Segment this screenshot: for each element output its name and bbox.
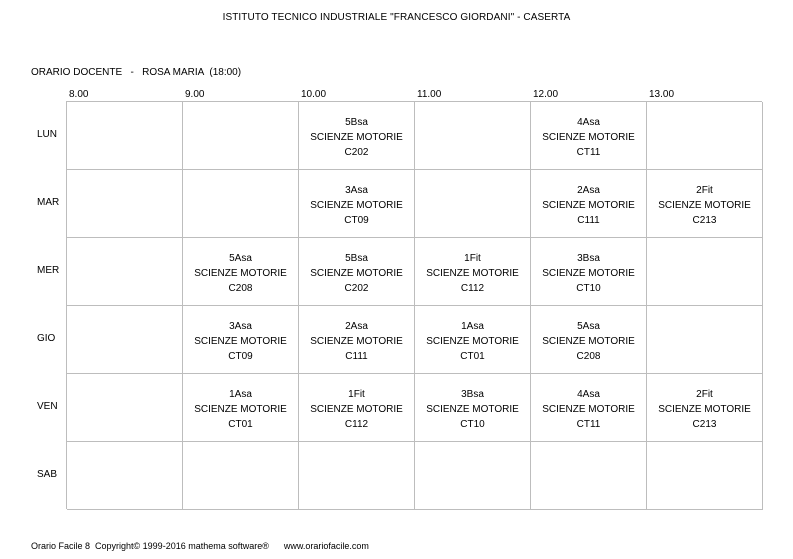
lesson-cell — [299, 170, 415, 238]
lesson-cell — [531, 170, 647, 238]
lesson-room: CT10 — [576, 283, 601, 294]
empty-cell — [647, 102, 763, 170]
lesson-class: 4Asa — [577, 117, 600, 128]
empty-cell — [531, 442, 647, 510]
footer-copyright: Orario Facile 8 Copyright© 1999-2016 mathema software® www.orariofacile.com — [31, 541, 369, 551]
timetable-grid — [66, 101, 762, 509]
lesson-subject: SCIENZE MOTORIE — [542, 268, 635, 279]
lesson-cell — [299, 306, 415, 374]
empty-cell — [67, 442, 183, 510]
lesson-cell — [415, 238, 531, 306]
time-label: 13.00 — [649, 89, 675, 100]
time-label: 9.00 — [185, 89, 205, 100]
lesson-class: 5Asa — [229, 253, 252, 264]
day-labels — [30, 101, 66, 509]
lesson-cell — [183, 238, 299, 306]
lesson-subject: SCIENZE MOTORIE — [310, 200, 403, 211]
day-label: MAR — [37, 197, 60, 208]
lesson-class: 1Asa — [461, 321, 484, 332]
lesson-subject: SCIENZE MOTORIE — [542, 404, 635, 415]
lesson-subject: SCIENZE MOTORIE — [426, 268, 519, 279]
empty-cell — [647, 306, 763, 374]
lesson-class: 2Fit — [696, 389, 713, 400]
lesson-subject: SCIENZE MOTORIE — [426, 336, 519, 347]
lesson-subject: SCIENZE MOTORIE — [542, 200, 635, 211]
time-header — [66, 89, 762, 101]
lesson-class: 5Bsa — [345, 253, 368, 264]
time-label: 8.00 — [69, 89, 89, 100]
empty-cell — [183, 170, 299, 238]
empty-cell — [183, 102, 299, 170]
lesson-room: C208 — [576, 351, 601, 362]
lesson-subject: SCIENZE MOTORIE — [310, 404, 403, 415]
lesson-room: C213 — [692, 419, 717, 430]
lesson-class: 5Bsa — [345, 117, 368, 128]
lesson-class: 5Asa — [577, 321, 600, 332]
lesson-room: C213 — [692, 215, 717, 226]
lesson-cell — [531, 306, 647, 374]
empty-cell — [67, 170, 183, 238]
lesson-subject: SCIENZE MOTORIE — [310, 268, 403, 279]
lesson-room: CT09 — [344, 215, 369, 226]
lesson-room: CT10 — [460, 419, 485, 430]
empty-cell — [67, 306, 183, 374]
lesson-class: 1Fit — [348, 389, 365, 400]
time-label: 10.00 — [301, 89, 327, 100]
time-label: 12.00 — [533, 89, 559, 100]
lesson-subject: SCIENZE MOTORIE — [658, 200, 751, 211]
lesson-cell — [183, 374, 299, 442]
lesson-room: CT01 — [228, 419, 253, 430]
lesson-class: 2Fit — [696, 185, 713, 196]
lesson-class: 4Asa — [577, 389, 600, 400]
lesson-subject: SCIENZE MOTORIE — [310, 132, 403, 143]
empty-cell — [415, 442, 531, 510]
time-label: 11.00 — [417, 89, 442, 100]
lesson-class: 3Asa — [229, 321, 252, 332]
empty-cell — [647, 238, 763, 306]
lesson-room: C111 — [577, 215, 600, 226]
lesson-cell — [415, 374, 531, 442]
lesson-cell — [531, 102, 647, 170]
lesson-room: C111 — [345, 351, 368, 362]
lesson-class: 3Bsa — [577, 253, 600, 264]
lesson-class: 1Asa — [229, 389, 252, 400]
lesson-class: 2Asa — [345, 321, 368, 332]
lesson-class: 3Asa — [345, 185, 368, 196]
empty-cell — [415, 102, 531, 170]
lesson-room: C112 — [344, 419, 369, 430]
lesson-subject: SCIENZE MOTORIE — [426, 404, 519, 415]
school-title: ISTITUTO TECNICO INDUSTRIALE "FRANCESCO GIORDANI" - CASERTA — [222, 12, 571, 23]
lesson-class: 3Bsa — [461, 389, 484, 400]
lesson-room: C112 — [460, 283, 485, 294]
lesson-cell — [183, 306, 299, 374]
lesson-cell — [415, 306, 531, 374]
day-label: MER — [37, 265, 60, 276]
empty-cell — [647, 442, 763, 510]
empty-cell — [183, 442, 299, 510]
empty-cell — [67, 102, 183, 170]
lesson-room: CT11 — [576, 419, 601, 430]
lesson-room: CT09 — [228, 351, 253, 362]
day-label: SAB — [37, 469, 58, 480]
teacher-schedule-title: ORARIO DOCENTE - ROSA MARIA (18:00) — [31, 67, 242, 78]
lesson-class: 1Fit — [464, 253, 481, 264]
lesson-class: 2Asa — [577, 185, 600, 196]
lesson-subject: SCIENZE MOTORIE — [194, 336, 287, 347]
lesson-subject: SCIENZE MOTORIE — [542, 336, 635, 347]
lesson-cell — [299, 374, 415, 442]
day-label: LUN — [37, 129, 58, 140]
empty-cell — [67, 374, 183, 442]
lesson-room: CT01 — [460, 351, 485, 362]
lesson-room: C202 — [344, 283, 369, 294]
empty-cell — [67, 238, 183, 306]
day-label: GIO — [37, 333, 56, 344]
lesson-room: C202 — [344, 147, 369, 158]
day-label: VEN — [37, 401, 58, 412]
lesson-subject: SCIENZE MOTORIE — [542, 132, 635, 143]
lesson-cell — [531, 238, 647, 306]
lesson-room: CT11 — [576, 147, 601, 158]
lesson-subject: SCIENZE MOTORIE — [194, 404, 287, 415]
empty-cell — [415, 170, 531, 238]
lesson-cell — [647, 170, 763, 238]
lesson-subject: SCIENZE MOTORIE — [310, 336, 403, 347]
lesson-room: C208 — [228, 283, 253, 294]
empty-cell — [299, 442, 415, 510]
lesson-cell — [531, 374, 647, 442]
lesson-subject: SCIENZE MOTORIE — [194, 268, 287, 279]
lesson-cell — [299, 102, 415, 170]
lesson-cell — [647, 374, 763, 442]
lesson-cell — [299, 238, 415, 306]
lesson-subject: SCIENZE MOTORIE — [658, 404, 751, 415]
